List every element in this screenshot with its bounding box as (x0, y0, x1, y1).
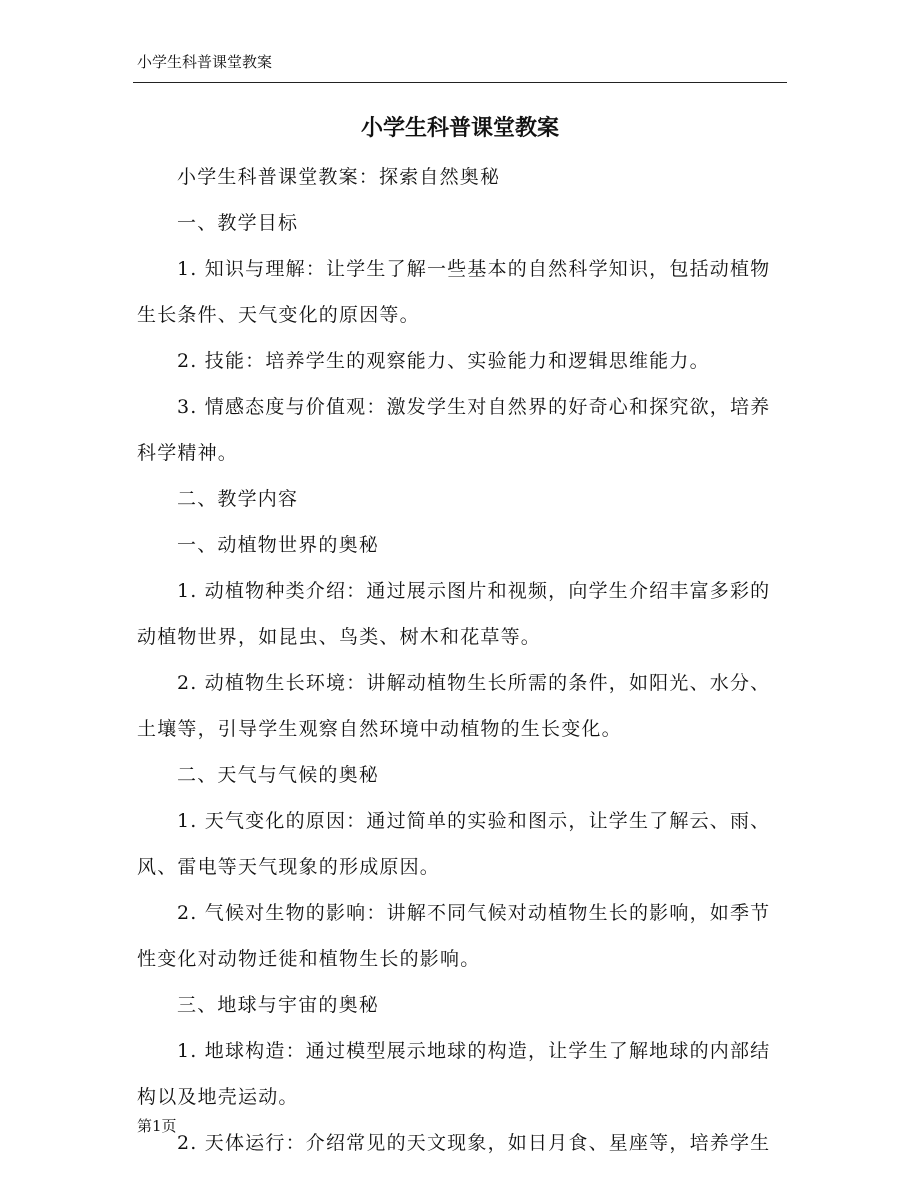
text-line: 科学精神。 (137, 442, 239, 464)
text-line: 小学生科普课堂教案：探索自然奥秘 (177, 166, 501, 188)
text-line: 生长条件、天气变化的原因等。 (137, 304, 420, 326)
running-header: 小学生科普课堂教案 (137, 53, 273, 71)
text-line: 动植物世界，如昆虫、鸟类、树木和花草等。 (137, 626, 542, 648)
text-line: 土壤等，引导学生观察自然环境中动植物的生长变化。 (137, 718, 622, 740)
text-line: 性变化对动物迁徙和植物生长的影响。 (137, 948, 481, 970)
text-line: 一、动植物世界的奥秘 (177, 534, 380, 556)
text-line: 2. 动植物生长环境：讲解动植物生长所需的条件，如阳光、水分、 (177, 672, 771, 694)
text-line: 三、地球与宇宙的奥秘 (177, 994, 380, 1016)
page-number: 第1页 (137, 1117, 177, 1135)
header-divider (133, 82, 787, 83)
text-line: 1. 知识与理解：让学生了解一些基本的自然科学知识，包括动植物 (177, 258, 771, 280)
text-line: 2. 技能：培养学生的观察能力、实验能力和逻辑思维能力。 (177, 350, 710, 372)
document-title: 小学生科普课堂教案 (360, 116, 559, 141)
text-line: 1. 动植物种类介绍：通过展示图片和视频，向学生介绍丰富多彩的 (177, 580, 771, 602)
text-line: 构以及地壳运动。 (137, 1086, 299, 1108)
text-line: 3. 情感态度与价值观：激发学生对自然界的好奇心和探究欲，培养 (177, 396, 771, 418)
text-line: 一、教学目标 (177, 212, 299, 234)
text-line: 1. 天气变化的原因：通过简单的实验和图示，让学生了解云、雨、 (177, 810, 771, 832)
text-line: 风、雷电等天气现象的形成原因。 (137, 856, 441, 878)
document-body (137, 154, 787, 1166)
text-line: 1. 地球构造：通过模型展示地球的构造，让学生了解地球的内部结 (177, 1040, 771, 1062)
text-line: 2. 天体运行：介绍常见的天文现象，如日月食、星座等，培养学生 (177, 1132, 771, 1154)
text-line: 二、教学内容 (177, 488, 299, 510)
text-line: 2. 气候对生物的影响：讲解不同气候对动植物生长的影响，如季节 (177, 902, 771, 924)
text-line: 二、天气与气候的奥秘 (177, 764, 380, 786)
